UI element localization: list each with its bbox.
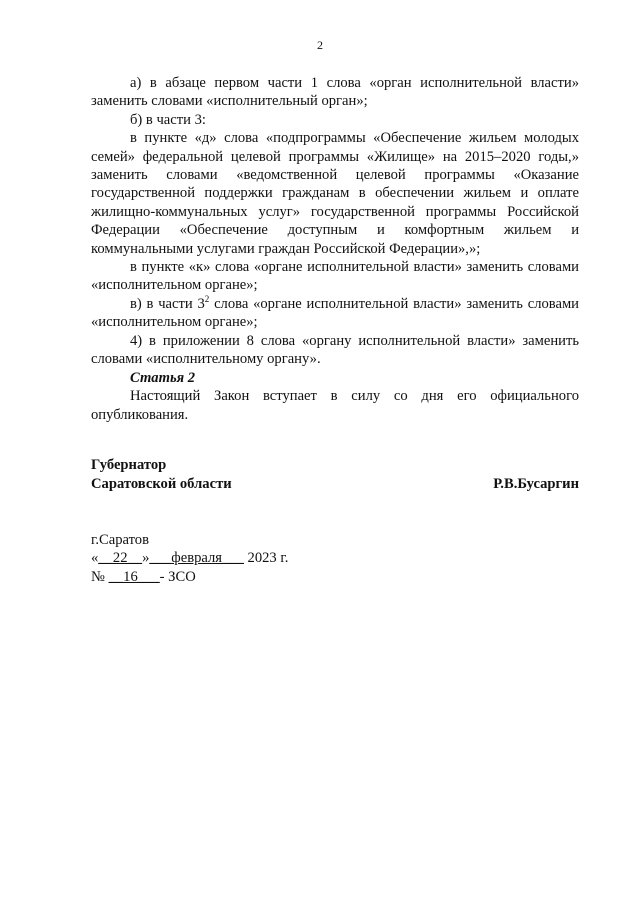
date-close-quote: » xyxy=(142,550,150,567)
date-month: февраля___ xyxy=(171,550,244,567)
place-date-block xyxy=(91,531,411,586)
article-text: Настоящий Закон вступает в силу со дня его официального опубликования. xyxy=(91,388,579,423)
paragraph-b: б) в части 3: xyxy=(130,111,206,128)
page-number: 2 xyxy=(317,38,323,52)
paragraph-v-after: слова «органе исполнительной власти» заменить словами «исполнительном органе»; xyxy=(91,295,579,331)
article-title: Статья 2 xyxy=(130,370,196,386)
number-value: __16___ xyxy=(108,568,160,585)
signatory-position-line2: Саратовской области xyxy=(91,475,232,492)
paragraph-d: в пункте «д» слова «подпрограммы «Обеспечение жильем молодых семей» федеральной целевой программы «Жилище» на 2015–2020 годы,» заменить словами «ведомственной целевой программы «Оказание государственной поддержки гражданам в обеспечении жильем и оплате жилищно-коммунальных услуг» государственной программы Российской Федерации «Обеспечение доступным и комфортным жильем и коммунальными услугами граждан Российской Федерации»,»; xyxy=(91,130,579,257)
article-2 xyxy=(91,369,579,424)
number-line xyxy=(91,568,411,586)
date-gap: ___ xyxy=(149,550,172,567)
paragraph-v-superscript: 2 xyxy=(204,294,210,305)
date-day: __22__ xyxy=(98,550,143,567)
place: г.Саратов xyxy=(91,532,149,548)
paragraph-4: 4) в приложении 8 слова «органу исполнительной власти» заменить словами «исполнительному органу». xyxy=(91,332,579,368)
signatory-position-line1: Губернатор xyxy=(91,457,167,473)
paragraph-v xyxy=(91,295,579,332)
paragraph-k: в пункте «к» слова «органе исполнительной власти» заменить словами «исполнительном органе»; xyxy=(91,259,579,294)
signature-block xyxy=(91,456,579,493)
signatory-name: Р.В.Бусаргин xyxy=(493,475,579,492)
number-prefix: № xyxy=(91,568,109,585)
date-line xyxy=(91,549,411,567)
paragraph-v-before: в) в части 3 xyxy=(130,295,205,312)
amendments-text xyxy=(91,74,579,369)
date-year: 2023 г. xyxy=(243,550,289,567)
number-suffix: - ЗСО xyxy=(159,568,196,585)
date-open-quote: « xyxy=(91,550,99,567)
paragraph-a: а) в абзаце первом части 1 слова «орган исполнительной власти» заменить словами «исполнительный орган»; xyxy=(91,75,579,110)
